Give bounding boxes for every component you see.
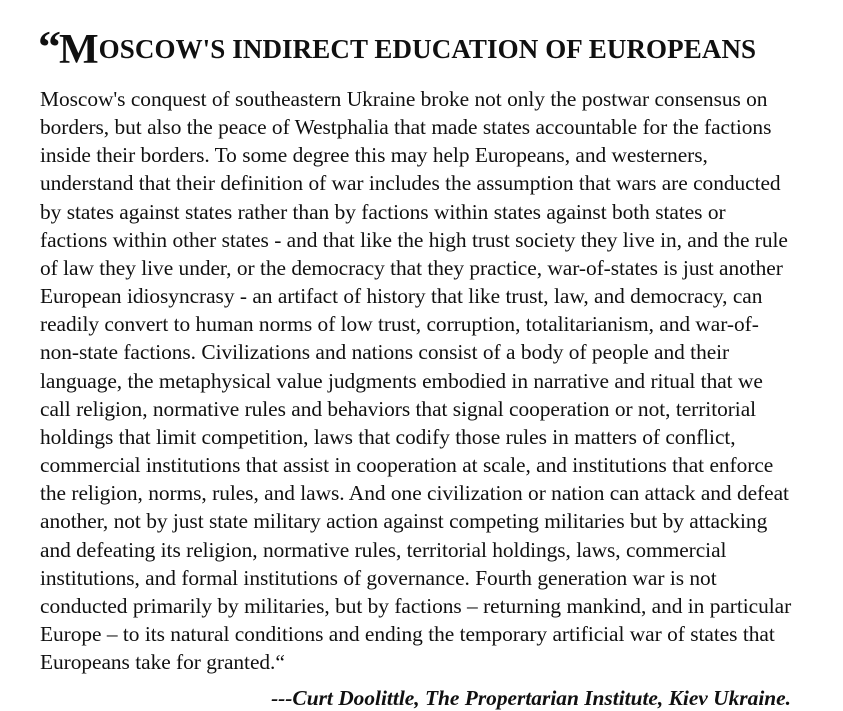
body-paragraph: Moscow's conquest of southeastern Ukraine broke not only the postwar consensus on borders, but also the peace of Westphalia that made states accountable for the factions inside their borders. To some degree this may help Europeans, and westerners, understand that their definition of war includes the assumption that wars are conducted by states against states rather than by factions within states against both states or factions within other states - and that like the high trust society they live in, and the rule of law they live under, or the democracy that they practice, war-of-states is just another European idiosyncrasy - an artifact of history that like trust, law, and democracy, can readily convert to human norms of low trust, corruption, totalitarianism, and war-of-non-state factions. Civilizations and nations consist of a body of people and their language, the metaphysical value judgments embodied in narrative and ritual that we call religion, normative rules and behaviors that signal cooperation or not, territorial holdings that limit competition, laws that codify those rules in matters of conflict, commercial institutions that assist in cooperation at scale, and institutions that enforce the religion, norms, rules, and laws. And one civilization or nation can attack and defeat another, not by just state military action against competing militaries but by attacking and defeating its religion, normative rules, territorial holdings, laws, commercial institutions, and formal institutions of governance. Fourth generation war is not conducted primarily by militaries, but by factions – returning mankind, and in particular Europe – to its natural conditions and ending the temporary artificial war of states that Europeans take for granted.“ (40, 87, 792, 675)
title-text: OSCOW'S INDIRECT EDUCATION OF EUROPEANS (98, 34, 757, 64)
attribution-line: ---Curt Doolittle, The Propertarian Institute, Kiev Ukraine. (271, 686, 791, 711)
page-title (38, 21, 797, 73)
title-dropcap: M (59, 27, 99, 73)
opening-quotation-mark: “ (38, 21, 59, 72)
